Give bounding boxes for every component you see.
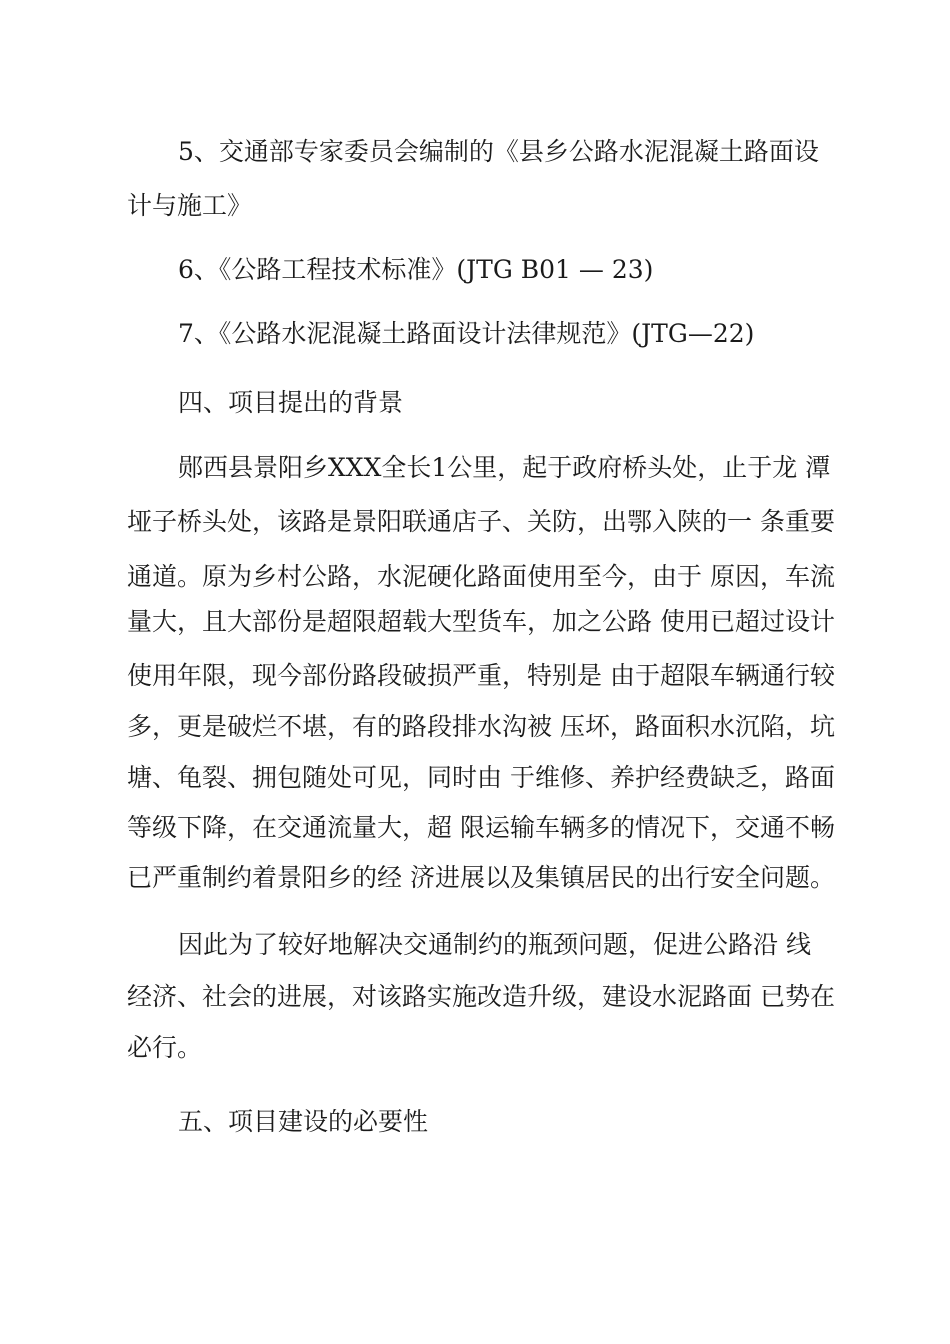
paragraph-line: 郧西县景阳乡XXX全长1公里，起于政府桥头处，止于龙 潭: [178, 453, 831, 482]
paragraph-line: 使用年限，现今部份路段破损严重，特别是 由于超限车辆通行较: [127, 661, 835, 690]
paragraph-line: 已严重制约着景阳乡的经 济进展以及集镇居民的出行安全问题。: [127, 863, 835, 892]
paragraph-line: 多，更是破烂不堪，有的路段排水沟被 压坏，路面积水沉陷，坑: [127, 712, 835, 741]
reference-6: 6、《公路工程技术标准》(JTG B01 — 23): [178, 255, 654, 284]
paragraph-line: 塘、龟裂、拥包随处可见，同时由 于维修、养护经费缺乏，路面: [127, 763, 835, 792]
paragraph-line: 等级下降，在交通流量大，超 限运输车辆多的情况下，交通不畅: [127, 813, 835, 842]
section-5-heading: 五、项目建设的必要性: [178, 1107, 429, 1136]
reference-5-line-1: 5、交通部专家委员会编制的《县乡公路水泥混凝土路面设: [178, 137, 819, 166]
paragraph-line: 经济、社会的进展，对该路实施改造升级，建设水泥路面 已势在: [127, 982, 835, 1011]
paragraph-line: 因此为了较好地解决交通制约的瓶颈问题，促进公路沿 线: [178, 930, 811, 959]
paragraph-line: 通道。原为乡村公路，水泥硬化路面使用至今，由于 原因，车流: [127, 562, 835, 591]
reference-7: 7、《公路水泥混凝土路面设计法律规范》(JTG—22): [178, 319, 755, 348]
reference-5-line-2: 计与施工》: [127, 191, 253, 220]
section-4-heading: 四、项目提出的背景: [178, 388, 404, 417]
paragraph-line: 垭子桥头处，该路是景阳联通店子、关防，出鄂入陕的一 条重要: [127, 507, 835, 536]
paragraph-line: 量大，且大部份是超限超载大型货车，加之公路 使用已超过设计: [127, 607, 835, 636]
paragraph-line: 必行。: [127, 1033, 203, 1062]
